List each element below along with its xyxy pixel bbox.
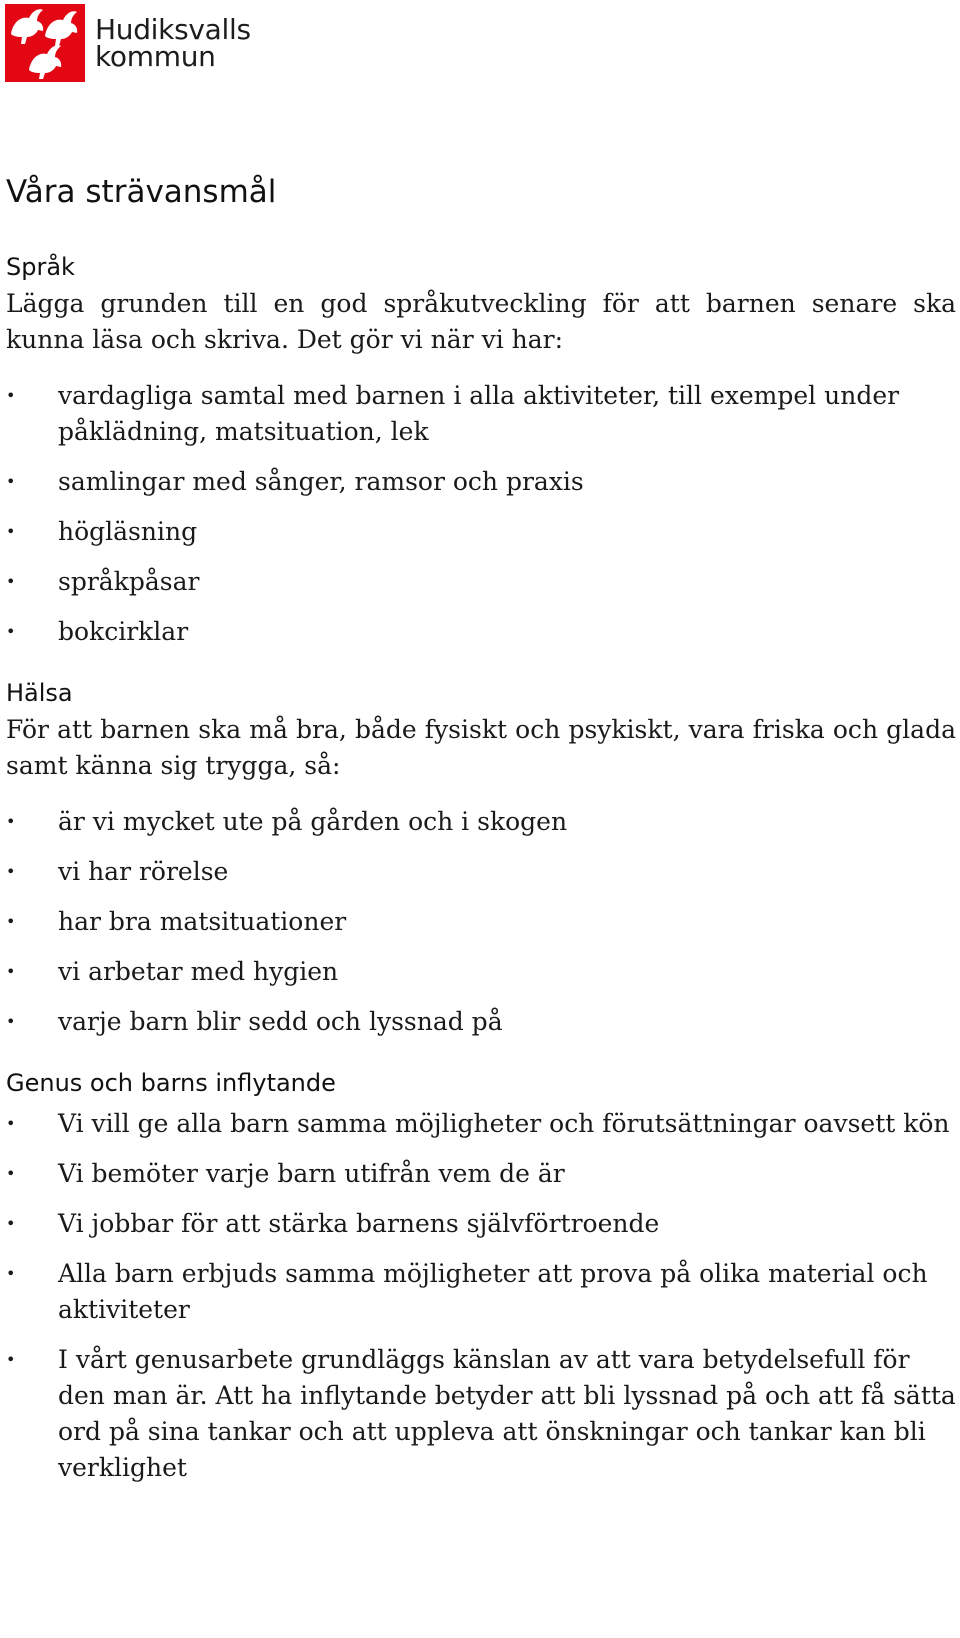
section-heading: Språk bbox=[6, 253, 75, 281]
logo-line-1: Hudiksvalls bbox=[95, 13, 251, 46]
logo bbox=[5, 4, 251, 82]
bullet-list bbox=[6, 1106, 956, 1486]
section-halsa bbox=[6, 678, 956, 1040]
document-body bbox=[6, 172, 956, 1486]
list-item: • Vi vill ge alla barn samma möjligheter och förutsättningar oavsett kön bbox=[6, 1106, 956, 1142]
bullet-list bbox=[6, 804, 956, 1040]
section-heading: Genus och barns inflytande bbox=[6, 1069, 336, 1097]
list-item: • samlingar med sånger, ramsor och praxis bbox=[6, 464, 956, 500]
list-item: • Vi bemöter varje barn utifrån vem de är bbox=[6, 1156, 956, 1192]
list-item: • varje barn blir sedd och lyssnad på bbox=[6, 1004, 956, 1040]
list-item: • Alla barn erbjuds samma möjligheter att prova på olika material och aktiviteter bbox=[6, 1256, 956, 1328]
list-item: • språkpåsar bbox=[6, 564, 956, 600]
logo-line-2: kommun bbox=[95, 40, 216, 73]
section-sprak bbox=[6, 252, 956, 650]
list-item: • har bra matsituationer bbox=[6, 904, 956, 940]
section-heading: Hälsa bbox=[6, 679, 73, 707]
list-item: • högläsning bbox=[6, 514, 956, 550]
list-item: • vi har rörelse bbox=[6, 854, 956, 890]
page-title: Våra strävansmål bbox=[6, 174, 277, 210]
section-intro: För att barnen ska må bra, både fysiskt och psykiskt, vara friska och glada samt känna sig trygga, så: bbox=[6, 715, 956, 780]
goat-emblem-icon bbox=[5, 4, 85, 82]
logo-wordmark bbox=[95, 13, 251, 73]
list-item: • Vi jobbar för att stärka barnens självförtroende bbox=[6, 1206, 956, 1242]
list-item: • är vi mycket ute på gården och i skogen bbox=[6, 804, 956, 840]
list-item: • bokcirklar bbox=[6, 614, 956, 650]
list-item: • I vårt genusarbete grundläggs känslan av att vara betydelsefull för den man är. Att ha inflytande betyder att bli lyssnad på och att få sätta ord på sina tankar och att uppleva att önskningar och tankar kan bli verklighet bbox=[6, 1342, 956, 1486]
bullet-list bbox=[6, 378, 956, 650]
section-genus bbox=[6, 1068, 956, 1486]
section-intro: Lägga grunden till en god språkutveckling för att barnen senare ska kunna läsa och skriva. Det gör vi när vi har: bbox=[6, 289, 956, 354]
list-item: • vi arbetar med hygien bbox=[6, 954, 956, 990]
list-item: • vardagliga samtal med barnen i alla aktiviteter, till exempel under påklädning, matsituation, lek bbox=[6, 378, 956, 450]
